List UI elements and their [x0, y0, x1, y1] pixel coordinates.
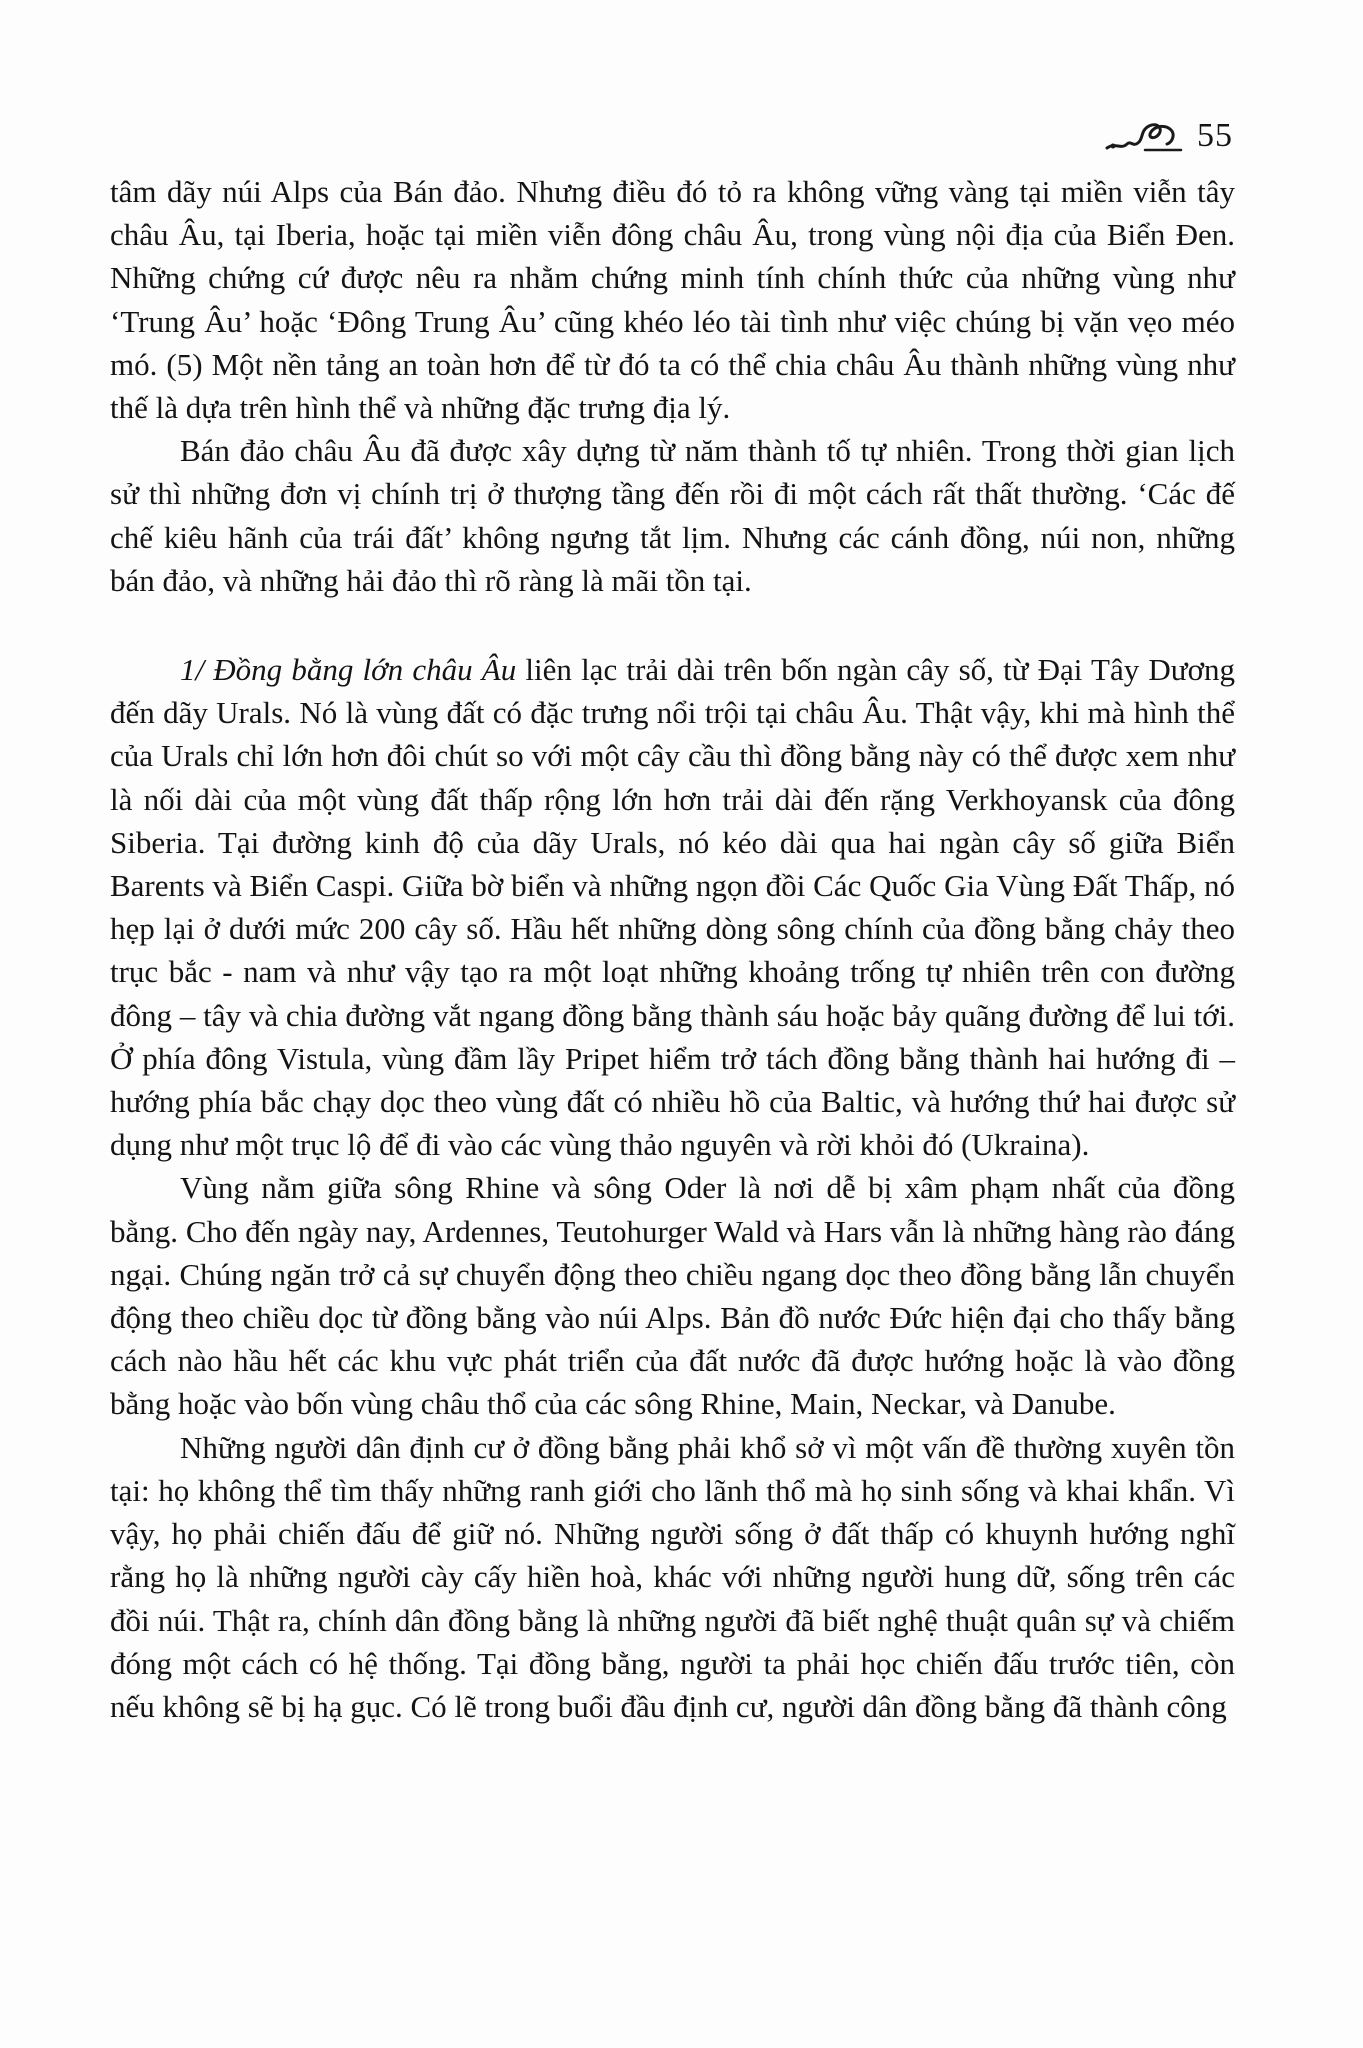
paragraph-text: liên lạc trải dài trên bốn ngàn cây số, từ Đại Tây Dương đến dãy Urals. Nó là vùng đất có đặc trưng nổi trội tại châu Âu. Thật vậy, khi mà hình thể của Urals chỉ lớn hơn đôi chút so với một cây cầu thì đồng bằng này có thể được xem như là nối dài của một vùng đất thấp rộng lớn hơn trải dài đến rặng Verkhoyansk của đông Siberia. Tại đường kinh độ của dãy Urals, nó kéo dài qua hai ngàn cây số giữa Biển Barents và Biển Caspi. Giữa bờ biển và những ngọn đồi Các Quốc Gia Vùng Đất Thấp, nó hẹp lại ở dưới mức 200 cây số. Hầu hết những dòng sông chính của đồng bằng chảy theo trục bắc - nam và như vậy tạo ra một loạt những khoảng trống tự nhiên trên con đường đông – tây và chia đường vắt ngang đồng bằng thành sáu hoặc bảy quãng đường để lui tới. Ở phía đông Vistula, vùng đầm lầy Pripet hiểm trở tách đồng bằng thành hai hướng đi – hướng phía bắc chạy dọc theo vùng đất có nhiều hồ của Baltic, và hướng thứ hai được sử dụng như một trục lộ để đi vào các vùng thảo nguyên và rời khỏi đó (Ukraina). — [110, 652, 1235, 1163]
body-text — [110, 170, 1235, 1728]
page-header — [1105, 96, 1233, 156]
paragraph — [110, 648, 1235, 1166]
section-title: 1/ Đồng bằng lớn châu Âu — [180, 652, 517, 688]
paragraph: Vùng nằm giữa sông Rhine và sông Oder là nơi dễ bị xâm phạm nhất của đồng bằng. Cho đến ngày nay, Ardennes, Teutohurger Wald và Hars vẫn là những hàng rào đáng ngại. Chúng ngăn trở cả sự chuyển động theo chiều ngang dọc theo đồng bằng lẫn chuyển động theo chiều dọc từ đồng bằng vào núi Alps. Bản đồ nước Đức hiện đại cho thấy bằng cách nào hầu hết các khu vực phát triển của đất nước đã được hướng hoặc là vào đồng bằng hoặc vào bốn vùng châu thổ của các sông Rhine, Main, Neckar, và Danube. — [110, 1170, 1235, 1422]
paragraph: tâm dãy núi Alps của Bán đảo. Nhưng điều đó tỏ ra không vững vàng tại miền viễn tây châu Âu, tại Iberia, hoặc tại miền viễn đông châu Âu, trong vùng nội địa của Biển Đen. Những chứng cứ được nêu ra nhằm chứng minh tính chính thức của những vùng như ‘Trung Âu’ hoặc ‘Đông Trung Âu’ cũng khéo léo tài tình như việc chúng bị vặn vẹo méo mó. (5) Một nền tảng an toàn hơn để từ đó ta có thể chia châu Âu thành những vùng như thế là dựa trên hình thể và những đặc trưng địa lý. — [110, 174, 1235, 426]
paragraph: Những người dân định cư ở đồng bằng phải khổ sở vì một vấn đề thường xuyên tồn tại: họ không thể tìm thấy những ranh giới cho lãnh thổ mà họ sinh sống và khai khẩn. Vì vậy, họ phải chiến đấu để giữ nó. Những người sống ở đất thấp có khuynh hướng nghĩ rằng họ là những người cày cấy hiền hoà, khác với những người hung dữ, sống trên các đồi núi. Thật ra, chính dân đồng bằng là những người đã biết nghệ thuật quân sự và chiếm đóng một cách có hệ thống. Tại đồng bằng, người ta phải học chiến đấu trước tiên, còn nếu không sẽ bị hạ gục. Có lẽ trong buổi đầu định cư, người dân đồng bằng đã thành công — [110, 1429, 1235, 1724]
paragraph: Bán đảo châu Âu đã được xây dựng từ năm thành tố tự nhiên. Trong thời gian lịch sử thì những đơn vị chính trị ở thượng tầng đến rồi đi một cách rất thất thường. ‘Các đế chế kiêu hãnh của trái đất’ không ngưng tắt lịm. Nhưng các cánh đồng, núi non, những bán đảo, và những hải đảo thì rõ ràng là mãi tồn tại. — [110, 433, 1235, 598]
decorative-flourish-icon — [1105, 112, 1183, 156]
page-number: 55 — [1197, 117, 1233, 154]
